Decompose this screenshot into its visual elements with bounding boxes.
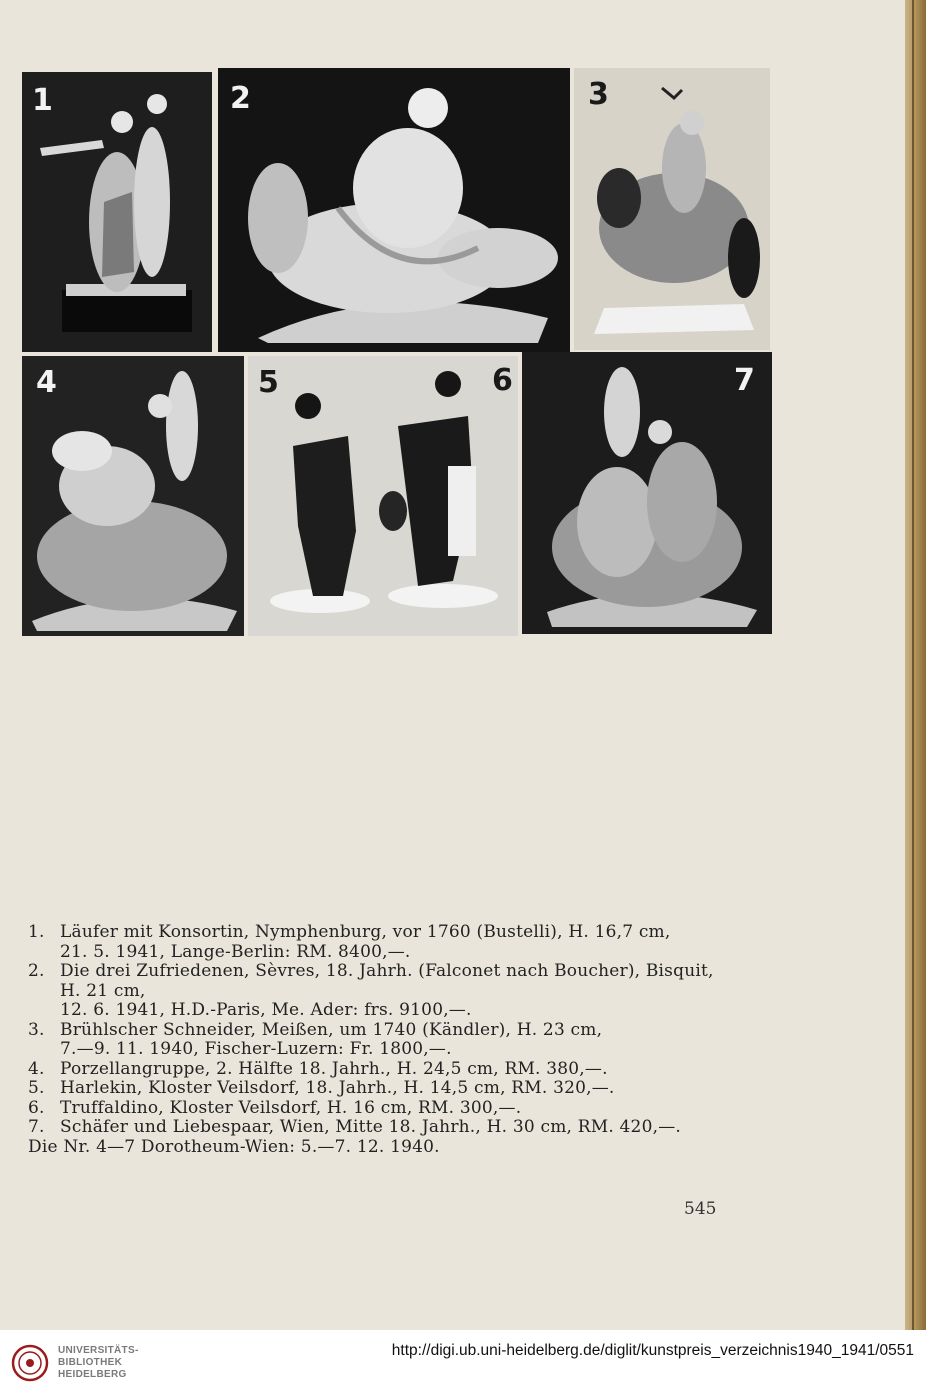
page-edge-line bbox=[912, 0, 914, 1330]
plate-number: 7 bbox=[734, 363, 755, 398]
caption-text: Die drei Zufriedenen, Sèvres, 18. Jahrh. (Falconet nach Boucher), Bisquit, bbox=[60, 961, 714, 981]
page-edge bbox=[905, 0, 926, 1330]
plate-5-6 bbox=[248, 356, 518, 636]
caption-text: Truffaldino, Kloster Veilsdorf, H. 16 cm, RM. 300,—. bbox=[60, 1097, 522, 1118]
caption-text: Harlekin, Kloster Veilsdorf, 18. Jahrh., H. 14,5 cm, RM. 320,—. bbox=[60, 1078, 615, 1098]
library-logo-text bbox=[58, 1345, 139, 1381]
caption-number: 4. bbox=[28, 1058, 45, 1079]
caption-text: Schäfer und Liebespaar, Wien, Mitte 18. Jahrh., H. 30 cm, RM. 420,—. bbox=[60, 1117, 682, 1137]
footer-bar bbox=[0, 1330, 926, 1398]
page-number: 545 bbox=[684, 1199, 717, 1219]
caption-item bbox=[28, 1099, 798, 1119]
figurine-2-image bbox=[218, 68, 570, 352]
source-url-link[interactable]: http://digi.ub.uni-heidelberg.de/diglit/kunstpreis_verzeichnis1940_1941/0551 bbox=[391, 1342, 914, 1359]
caption-item bbox=[28, 1118, 798, 1138]
caption-number: 1. bbox=[28, 922, 45, 942]
caption-number: 3. bbox=[28, 1019, 45, 1040]
figurines-5-6-image bbox=[248, 356, 518, 636]
caption-item bbox=[28, 1079, 798, 1099]
plate-4 bbox=[22, 356, 244, 636]
logo-line: BIBLIOTHEK bbox=[58, 1357, 123, 1368]
plate-number: 4 bbox=[36, 365, 57, 400]
plate-number: 2 bbox=[230, 81, 251, 116]
plate-2 bbox=[218, 68, 570, 352]
caption-item bbox=[28, 923, 798, 962]
caption-item bbox=[28, 1060, 798, 1080]
caption-continuation: 7.—9. 11. 1940, Fischer-Luzern: Fr. 1800,—. bbox=[60, 1039, 452, 1059]
caption-number: 5. bbox=[28, 1078, 45, 1098]
caption-text: Läufer mit Konsortin, Nymphenburg, vor 1760 (Bustelli), H. 16,7 cm, bbox=[60, 922, 671, 942]
caption-item bbox=[28, 962, 798, 1021]
logo-line: UNIVERSITÄTS- bbox=[58, 1345, 139, 1356]
caption-continuation: 21. 5. 1941, Lange-Berlin: RM. 8400,—. bbox=[60, 941, 411, 962]
plate-number: 6 bbox=[492, 363, 513, 398]
plate-3 bbox=[574, 68, 770, 350]
plate-7 bbox=[522, 352, 772, 634]
plate-number: 5 bbox=[258, 365, 279, 400]
caption-number: 6. bbox=[28, 1097, 45, 1118]
plate-1 bbox=[22, 72, 212, 352]
caption-continuation: 12. 6. 1941, H.D.-Paris, Me. Ader: frs. 9100,—. bbox=[60, 1000, 472, 1020]
caption-text: Brühlscher Schneider, Meißen, um 1740 (Kändler), H. 23 cm, bbox=[60, 1019, 603, 1040]
caption-list bbox=[28, 923, 798, 1157]
caption-text: Porzellangruppe, 2. Hälfte 18. Jahrh., H. 24,5 cm, RM. 380,—. bbox=[60, 1058, 608, 1079]
plate-number: 3 bbox=[588, 77, 609, 112]
university-seal-icon bbox=[10, 1339, 50, 1387]
caption-number: 7. bbox=[28, 1117, 45, 1137]
logo-line: HEIDELBERG bbox=[58, 1369, 127, 1380]
caption-number: 2. bbox=[28, 961, 45, 981]
caption-footer: Die Nr. 4—7 Dorotheum-Wien: 5.—7. 12. 1940. bbox=[28, 1136, 440, 1157]
plate-number: 1 bbox=[32, 83, 53, 118]
caption-item bbox=[28, 1021, 798, 1060]
caption-continuation: H. 21 cm, bbox=[60, 980, 146, 1001]
